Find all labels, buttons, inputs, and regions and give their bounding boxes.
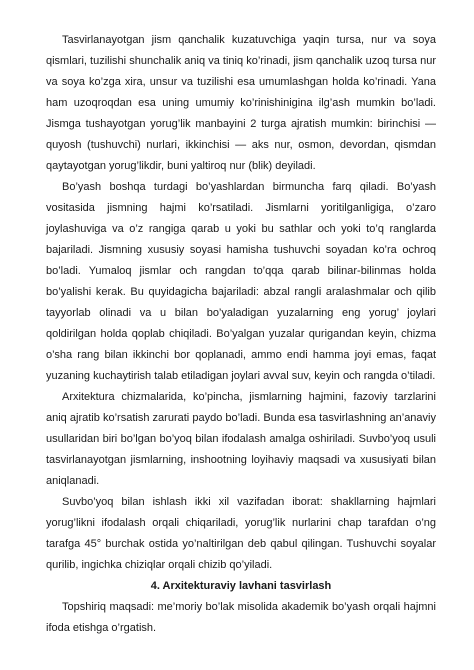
paragraph-architectural-drawings: Arxitektura chizmalarida, ko’pincha, jismlarning hajmini, fazoviy tarzlarini aniq ajratib ko’rsatish zarurati paydo bo’ladi. Bunda esa tasvirlashning an’anaviy usullaridan biri bo’lgan bo’yoq bilan ifodalash amalga oshiriladi. Suvbo’yoq usuli tasvirlanayotgan jismlarning, inshootning loyihaviy maqsadi va xususiyati bilan aniqlanadi. [46,391,436,487]
paragraph-watercolor-tasks: Suvbo’yoq bilan ishlash ikki xil vazifadan iborat: shakllarning hajmlari yorug’likni ifodalash orqali chiqariladi, yorug’lik nurlarini chap tarafdan o’ng tarafga 45° burchak ostida yo’naltirilgan deb qabul qilingan. Tushuvchi soyalar qurilib, ingichka chiziqlar orqali chizib qo’yiladi. [46,496,436,571]
section-heading: 4. Arxitekturaviy lavhani tasvirlash [150,580,332,592]
document-page [46,30,436,639]
paragraph-light-and-shadow: Tasvirlanayotgan jism qanchalik kuzatuvchiga yaqin tursa, nur va soya qismlari, tuzilishi shunchalik aniq va tiniq ko’rinadi, jism qanchalik uzoq tursa nur va soya ko’zga xira, unsur va tuzilishi esa umumlashgan holda ko’rinadi. Yana ham uzoqroqdan esa uning umumiy ko’rinishinigina ilg’ash mumkin bo’ladi. Jismga tushayotgan yorug’lik manbayini 2 turga ajratish mumkin: birinchisi — quyosh (tushuvchi) nurlari, ikkinchisi — aks nur, osmon, devordan, qismdan qaytayotgan yorug’likdir, buni yaltiroq nur (blik) deyiladi. [46,34,436,172]
paragraph-painting-technique: Bo’yash boshqa turdagi bo’yashlardan birmuncha farq qiladi. Bo’yash vositasida jismning hajmi ko’rsatiladi. Jismlarni yoritilganligiga, o’zaro joylashuviga va o’z rangiga qarab u yoki bu sathlar och yoki to’q ranglarda bajariladi. Jismning xususiy soyasi hamisha tushuvchi soyadan ko’ra ochroq bo’ladi. Yumaloq jismlar och rangdan to’qqa qarab bilinar-bilinmas holda bo’yalishi kerak. Bu quyidagicha bajariladi: abzal rangli aralashmalar och qilib tayyorlab olinadi va u bilan bo’yaladigan yuzalarning eng yorug’ joylari qoldirilgan holda qoplab chiqiladi. Bo’yalgan yuzalar qurigandan keyin, chizma o’sha rang bilan ikkinchi bor qoplanadi, ammo endi hamma joyi emas, faqat yuzaning kuchaytirish talab etiladigan joylari avval suv, keyin och rangda o’tiladi. [46,181,436,382]
paragraph-assignment-goal: Topshiriq maqsadi: me’moriy bo’lak misolida akademik bo’yash orqali hajmni ifoda etishga o’rgatish. [46,601,436,634]
